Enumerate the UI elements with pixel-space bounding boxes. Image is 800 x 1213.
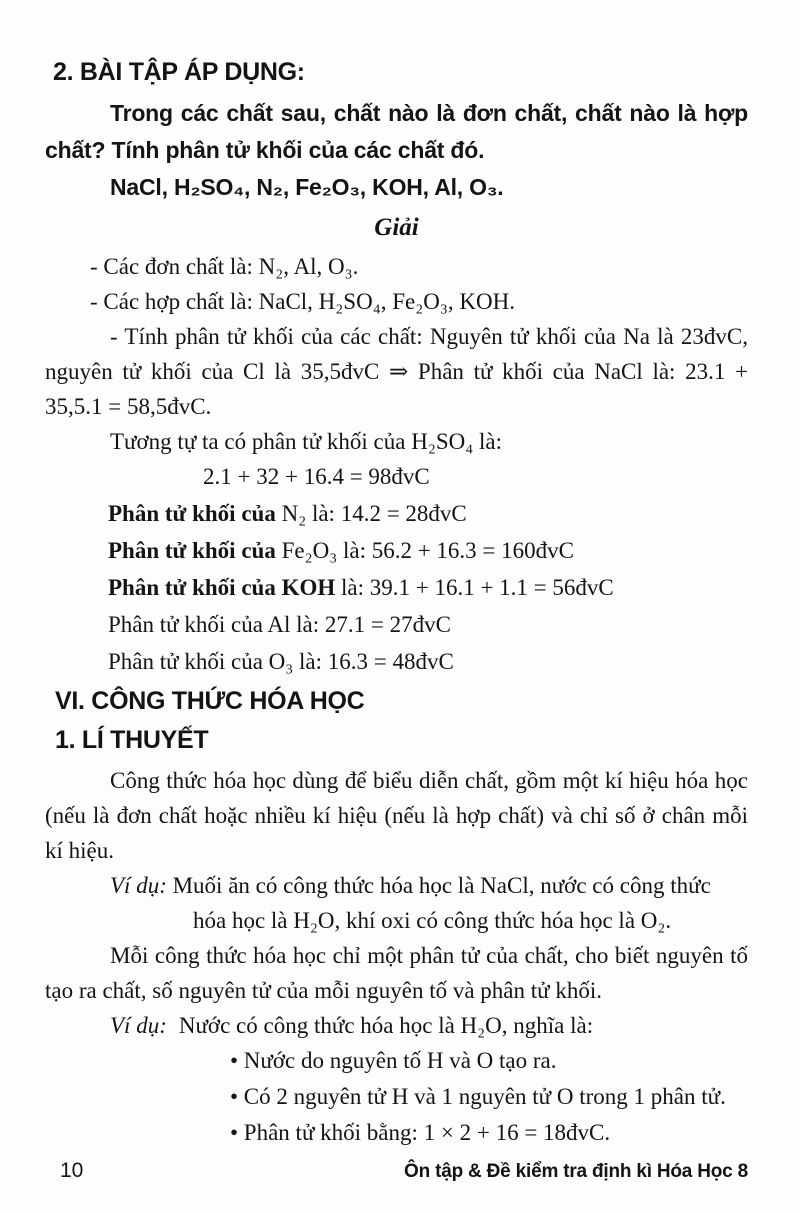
page-number: 10: [60, 1159, 84, 1182]
mw-line-bold-part: Phân tử khối của: [108, 538, 276, 563]
mw-line-o3: [108, 643, 748, 680]
mw-line-bold-part: Phân tử khối của KOH: [108, 575, 336, 600]
simple-substances-line: - Các đơn chất là: N₂, Al, O₃.: [90, 254, 359, 279]
theory-subheading: 1. LÍ THUYẾT: [55, 726, 209, 754]
example1-line2: hóa học là H₂O, khí oxi có công thức hóa học là O₂.: [193, 908, 672, 933]
page-footer: [60, 1159, 748, 1183]
bullet-item-elements: • Nước do nguyên tố H và O tạo ra.: [230, 1048, 557, 1073]
mw-line-bold-part: Phân tử khối của: [108, 501, 276, 526]
theory-intro-paragraph: Công thức hóa học dùng để biểu diễn chất, gồm một kí hiệu hóa học (nếu là đơn chất hoặc nhiều kí hiệu (nếu là hợp chất) và chỉ số ở chân mỗi kí hiệu.: [45, 768, 748, 863]
nacl-molecular-weight-paragraph: - Tính phân tử khối của các chất: Nguyên tử khối của Na là 23đvC, nguyên tử khối của Cl là 35,5đvC ⇒ Phân tử khối của NaCl là: 23.1 + 35,5.1 = 58,5đvC.: [45, 324, 748, 419]
mw-line-fe2o3: [108, 532, 748, 569]
mw-line-normal-part: Phân tử khối của Al là: 27.1 = 27đvC: [108, 612, 451, 637]
problem-statement: Trong các chất sau, chất nào là đơn chất, chất nào là hợp chất? Tính phân tử khối của các chất đó.: [45, 100, 748, 163]
mw-line-normal-part: Phân tử khối của O₃ là: 16.3 = 48đvC: [108, 649, 454, 674]
example2-label: Ví dụ:: [110, 1013, 167, 1038]
example1-line1: [110, 868, 748, 903]
mw-line-normal-part: Fe₂O₃ là: 56.2 + 16.3 = 160đvC: [275, 538, 574, 563]
compound-substances-line: - Các hợp chất là: NaCl, H₂SO₄, Fe₂O₃, KOH.: [90, 289, 515, 314]
meaning-paragraph: Mỗi công thức hóa học chỉ một phân tử của chất, cho biết nguyên tố tạo ra chất, số nguyên tử của mỗi nguyên tố và phân tử khối.: [45, 943, 748, 1003]
mw-line-n2: [108, 495, 748, 532]
mw-line-koh: [108, 569, 748, 606]
substance-list: NaCl, H₂SO₄, N₂, Fe₂O₃, KOH, Al, O₃.: [110, 174, 504, 200]
bullet-item-atom-counts: • Có 2 nguyên tử H và 1 nguyên tử O trong 1 phân tử.: [230, 1084, 726, 1109]
example1-label: Ví dụ:: [110, 873, 167, 898]
solution-label: Giải: [374, 214, 419, 241]
theory-heading: VI. CÔNG THỨC HÓA HỌC: [55, 687, 365, 715]
exercise-heading: 2. BÀI TẬP ÁP DỤNG:: [53, 58, 305, 86]
bullet-item-molecular-weight: • Phân tử khối bằng: 1 × 2 + 16 = 18đvC.: [230, 1120, 611, 1145]
mw-line-normal-part: N₂ là: 14.2 = 28đvC: [275, 501, 467, 526]
h2so4-equation: 2.1 + 32 + 16.4 = 98đvC: [203, 464, 430, 489]
h2so4-intro-line: Tương tự ta có phân tử khối của H₂SO₄ là:: [110, 429, 502, 454]
book-title: Ôn tập & Đề kiểm tra định kì Hóa Học 8: [404, 1161, 748, 1182]
example1-text: Muối ăn có công thức hóa học là NaCl, nước có công thức: [172, 873, 711, 898]
example2-text: Nước có công thức hóa học là H₂O, nghĩa là:: [178, 1013, 594, 1038]
example2-line: [110, 1008, 748, 1043]
mw-line-al: [108, 606, 748, 643]
mw-line-normal-part: là: 39.1 + 16.1 + 1.1 = 56đvC: [335, 575, 614, 600]
